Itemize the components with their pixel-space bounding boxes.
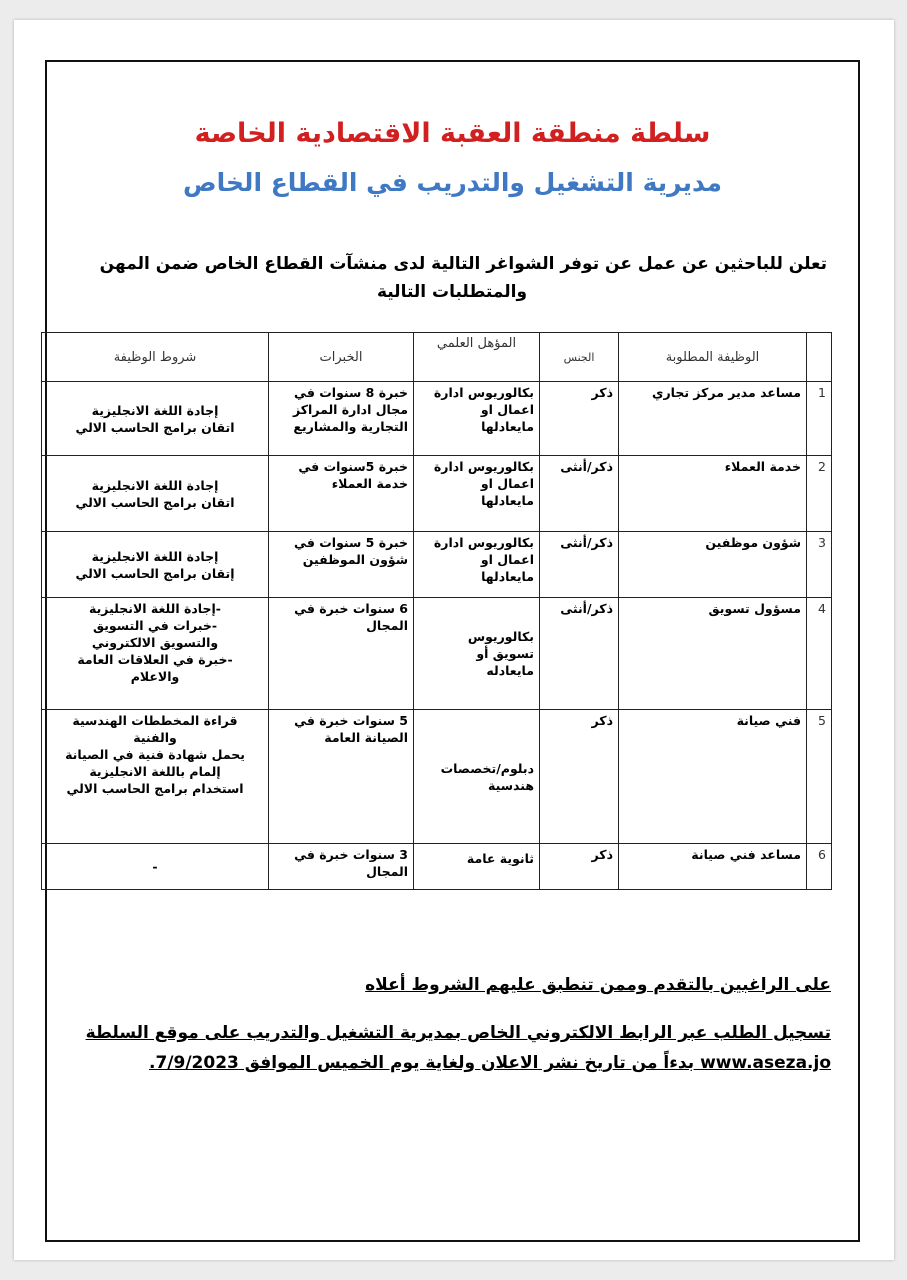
qualification-cell-line: دبلوم/تخصصات <box>440 760 534 776</box>
gender-cell: ذكر/أنثى <box>540 456 619 532</box>
conditions-cell-line: يحمل شهادة فنية في الصيانة <box>65 747 245 762</box>
conditions-cell-line: اتقان برامج الحاسب الالي <box>75 419 235 435</box>
conditions-cell-line: إجادة اللغة الانجليزية <box>91 402 219 418</box>
conditions-cell <box>42 456 269 532</box>
experience-cell-line: خبرة 5سنوات في <box>298 459 408 474</box>
job-title: مساعد فني صيانة <box>619 844 807 890</box>
table-row <box>42 710 832 844</box>
conditions-cell <box>42 532 269 598</box>
conditions-cell-line: إتقان برامج الحاسب الالي <box>75 565 235 581</box>
conditions-cell <box>42 382 269 456</box>
qualification-cell-line: ثانوية عامة <box>466 851 534 866</box>
table-header-row <box>42 333 832 382</box>
footer-registration-line-1: تسجيل الطلب عبر الرابط الالكتروني الخاص بمديرية التشغيل والتدريب على موقع السلطة <box>85 1023 831 1043</box>
gender-cell: ذكر <box>540 382 619 456</box>
conditions-cell-line: - <box>152 859 158 874</box>
experience-cell-line: خبرة 8 سنوات في <box>294 385 408 400</box>
qualification-cell-line: هندسية <box>488 777 534 793</box>
footer-registration <box>41 1018 831 1078</box>
qualification-cell-line: بكالوريوس <box>467 629 534 644</box>
experience-cell-line: شؤون الموظفين <box>302 552 408 567</box>
experience-cell <box>269 382 414 456</box>
conditions-cell <box>42 598 269 710</box>
experience-cell-line: 6 سنوات خبرة في <box>294 601 408 616</box>
experience-cell <box>269 532 414 598</box>
experience-cell <box>269 844 414 890</box>
qualification-cell-line: مايعادلها <box>481 493 534 508</box>
qualification-cell <box>414 382 540 456</box>
header-gender: الجنس <box>540 333 619 382</box>
conditions-cell-line: استخدام برامج الحاسب الالي <box>66 781 244 796</box>
header-number <box>807 333 832 382</box>
conditions-cell-line: قراءة المخططات الهندسية <box>72 713 238 728</box>
experience-cell-line: الصيانة العامة <box>324 730 408 745</box>
conditions-cell-line: اتقان برامج الحاسب الالي <box>75 494 235 510</box>
experience-cell <box>269 710 414 844</box>
directorate-subtitle: مديرية التشغيل والتدريب في القطاع الخاص <box>183 168 722 197</box>
job-title: مساعد مدير مركز تجاري <box>619 382 807 456</box>
qualification-cell-line: مايعادلها <box>481 569 534 584</box>
qualification-cell <box>414 844 540 890</box>
header-qualification: المؤهل العلمي <box>414 333 540 382</box>
experience-cell-line: المجال <box>366 864 408 879</box>
gender-cell: ذكر/أنثى <box>540 532 619 598</box>
experience-cell-line: التجارية والمشاريع <box>293 419 408 434</box>
experience-cell <box>269 598 414 710</box>
conditions-cell-line: إجادة اللغة الانجليزية <box>91 548 219 564</box>
job-title: مسؤول تسويق <box>619 598 807 710</box>
vacancies-table <box>41 332 832 890</box>
conditions-cell <box>42 710 269 844</box>
qualification-cell-line: مايعادلها <box>481 419 534 434</box>
table-row <box>42 844 832 890</box>
qualification-cell-line: مايعادله <box>486 663 534 678</box>
conditions-cell-line: -خبرات في التسويق <box>92 618 218 633</box>
conditions-cell-line: والاعلام <box>130 669 180 684</box>
experience-cell-line: خبرة 5 سنوات في <box>294 535 408 550</box>
header-experience: الخبرات <box>269 333 414 382</box>
experience-cell <box>269 456 414 532</box>
qualification-cell-line: تسويق أو <box>476 646 534 661</box>
qualification-cell-line: اعمال او <box>480 476 534 491</box>
conditions-cell-line: والتسويق الالكتروني <box>91 635 219 650</box>
organization-title: سلطة منطقة العقبة الاقتصادية الخاصة <box>194 118 711 149</box>
footer-instruction: على الراغبين بالتقدم وممن تنطبق عليهم الشروط أعلاه <box>365 975 831 995</box>
table-row <box>42 456 832 532</box>
qualification-cell <box>414 532 540 598</box>
qualification-cell-line: اعمال او <box>480 552 534 567</box>
experience-cell-line: 3 سنوات خبرة في <box>294 847 408 862</box>
experience-cell-line: المجال <box>366 618 408 633</box>
qualification-cell-line: اعمال او <box>480 402 534 417</box>
gender-cell: ذكر <box>540 844 619 890</box>
experience-cell-line: مجال ادارة المراكز <box>292 402 408 417</box>
conditions-cell-line: والفنية <box>133 730 177 745</box>
conditions-cell-line: -إجادة اللغة الانجليزية <box>89 601 221 616</box>
qualification-cell <box>414 710 540 844</box>
header-job: الوظيفة المطلوبة <box>619 333 807 382</box>
qualification-cell-line: بكالوريوس ادارة <box>433 459 534 474</box>
row-number: 5 <box>807 710 832 844</box>
announcement-intro <box>37 250 827 306</box>
intro-line-1: تعلن للباحثين عن عمل عن توفر الشواغر التالية لدى منشآت القطاع الخاص ضمن المهن <box>99 254 827 274</box>
row-number: 4 <box>807 598 832 710</box>
qualification-cell <box>414 598 540 710</box>
experience-cell-line: 5 سنوات خبرة في <box>294 713 408 728</box>
conditions-cell-line: إلمام باللغة الانجليزية <box>89 764 221 779</box>
experience-cell-line: خدمة العملاء <box>331 476 408 491</box>
job-title: شؤون موظفين <box>619 532 807 598</box>
qualification-cell <box>414 456 540 532</box>
table-row <box>42 382 832 456</box>
qualification-cell-line: بكالوريوس ادارة <box>433 385 534 400</box>
row-number: 3 <box>807 532 832 598</box>
intro-line-2: والمتطلبات التالية <box>376 282 528 302</box>
gender-cell: ذكر <box>540 710 619 844</box>
row-number: 1 <box>807 382 832 456</box>
conditions-cell-line: إجادة اللغة الانجليزية <box>91 477 219 493</box>
table-row <box>42 598 832 710</box>
row-number: 6 <box>807 844 832 890</box>
row-number: 2 <box>807 456 832 532</box>
conditions-cell <box>42 844 269 890</box>
conditions-cell-line: -خبرة في العلاقات العامة <box>77 652 233 667</box>
gender-cell: ذكر/أنثى <box>540 598 619 710</box>
footer-registration-line-2: www.aseza.jo بدءاً من تاريخ نشر الاعلان ولغاية يوم الخميس الموافق 7/9/2023. <box>149 1053 831 1073</box>
job-title: فني صيانة <box>619 710 807 844</box>
header-conditions: شروط الوظيفة <box>42 333 269 382</box>
qualification-cell-line: بكالوريوس ادارة <box>433 535 534 550</box>
job-title: خدمة العملاء <box>619 456 807 532</box>
table-row <box>42 532 832 598</box>
